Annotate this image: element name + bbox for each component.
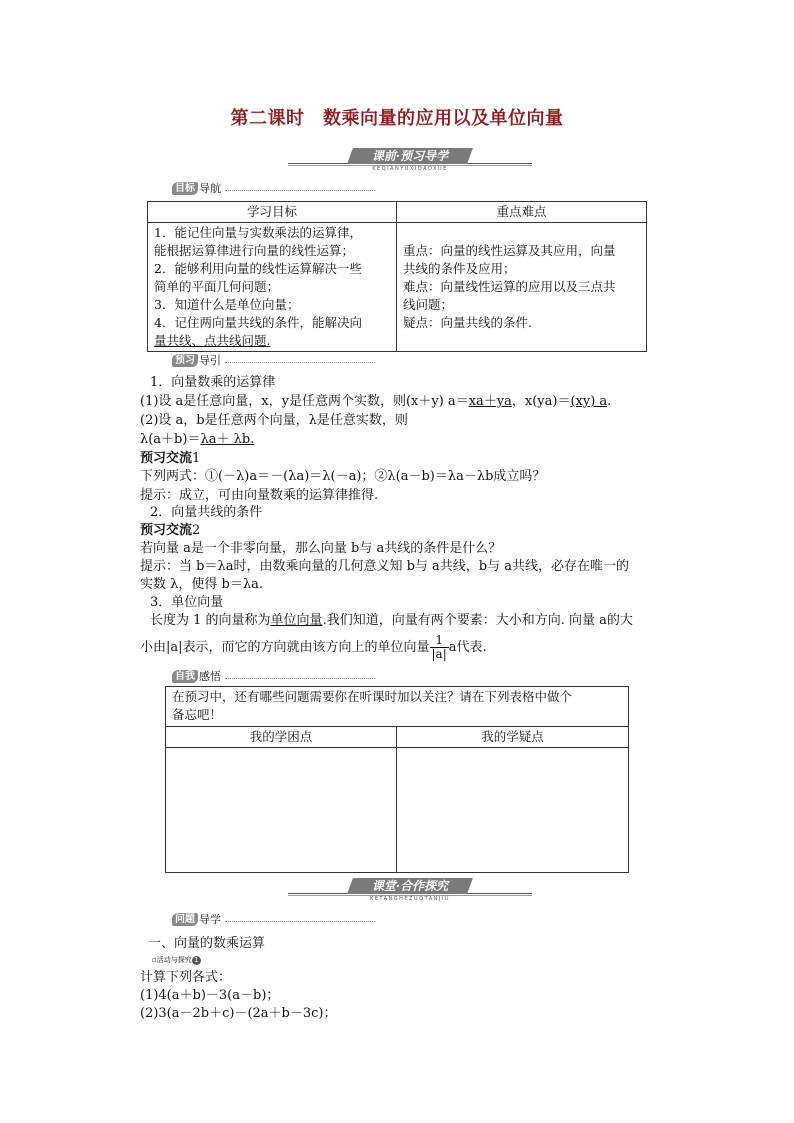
preview-exchange-2-question: 若向量 a是一个非零向量，那么向量 b与 a共线的条件是什么？ <box>140 541 502 556</box>
banner-label: 课堂·合作探究 <box>371 879 449 893</box>
banner-subtitle: KEQIANYUXIDAOXUE <box>372 166 448 172</box>
preview-exchange-1-question: 下列两式：①(－λ)a＝－(λa)＝λ(－a)；②λ(a－b)＝λa－λb成立吗？ <box>140 469 546 484</box>
unit-vector-def-1: 长度为 1 的向量称为单位向量.我们知道，向量有两个要素：大小和方向. 向量 a的大 <box>150 613 633 628</box>
goal-table <box>147 201 647 352</box>
goal-line: 3．知道什么是单位向量； <box>154 297 300 312</box>
goal-line: 1．能记住向量与实数乘法的运算律， <box>154 225 362 240</box>
unit-vector-def-2: 小由|a|表示，而它的方向就由该方向上的单位向量 $\frac{1}{|a|}$ a代表. <box>140 633 487 661</box>
preview-exchange-2-hint-1: 提示：当 b＝λa时，由数乘向量的几何意义知 b与 a共线，b与 a共线，必存在唯一的 <box>140 559 629 574</box>
section-label: 感悟 <box>199 670 221 683</box>
section-label: 导航 <box>199 182 221 195</box>
section-badge: 预习 <box>172 354 198 367</box>
goal-line: 简单的平面几何问题； <box>154 279 280 294</box>
goal-table-right-cell <box>397 223 647 352</box>
preview-law-2: (2)设 a，b是任意两个向量，λ是任意实数，则 <box>140 413 408 428</box>
section-badge: 问题 <box>172 913 198 926</box>
activity-label: ▫活动与探究 1 <box>152 955 201 965</box>
preview-exchange-2-hint-2: 实数 λ，使得 b＝λa. <box>140 577 263 592</box>
preview-exchange-2-title: 预习交流2 <box>140 523 201 538</box>
goal-table-left-cell <box>148 223 397 352</box>
section-question-guide <box>172 913 375 927</box>
difficulties-notes-area[interactable] <box>166 748 397 873</box>
class-exercise-2: (2)3(a－2b＋c)－(2a＋b－3c)； <box>140 1006 337 1021</box>
section-label: 导引 <box>199 354 221 367</box>
key-line: 重点：向量的线性运算及其应用，向量 <box>403 243 616 258</box>
goal-table-head-left: 学习目标 <box>148 202 397 223</box>
page-title: 第二课时 数乘向量的应用以及单位向量 <box>230 108 564 129</box>
section-badge: 自我 <box>172 670 198 683</box>
class-heading-1: 一、向量的数乘运算 <box>148 936 266 951</box>
preview-heading-1: 1．向量数乘的运算律 <box>150 375 276 390</box>
goal-line: 2．能够利用向量的线性运算解决一些 <box>154 261 362 276</box>
section-goal-nav <box>172 182 375 196</box>
self-table-col-difficulties: 我的学困点 <box>166 727 397 748</box>
preview-exchange-1-title: 预习交流1 <box>140 451 201 466</box>
unit-vector-fraction: $\frac{1}{|a|}$ <box>431 633 447 661</box>
preview-law-1: (1)设 a是任意向量，x，y是任意两个实数，则(x＋y) a＝xa＋ya，x(ya)＝(xy) a. <box>140 394 612 409</box>
banner-subtitle: KETANGHEZUOTANJIU <box>369 896 450 902</box>
section-preview-guide <box>172 354 375 368</box>
self-table-prompt: 在预习中，还有哪些问题需要你在听课时加以关注？请在下列表格中做个 备忘吧！ <box>166 687 629 727</box>
section-badge: 目标 <box>172 182 198 195</box>
preview-exchange-1-hint: 提示：成立，可由向量数乘的运算律推得. <box>140 488 379 503</box>
goal-line: 能根据运算律进行向量的线性运算； <box>154 243 355 258</box>
preview-heading-3: 3．单位向量 <box>150 595 224 610</box>
section-self-reflection <box>172 670 375 684</box>
key-line: 疑点：向量共线的条件. <box>403 315 532 330</box>
key-line: 共线的条件及应用； <box>403 261 516 276</box>
section-label: 导学 <box>199 913 221 926</box>
self-table-col-doubts: 我的学疑点 <box>397 727 629 748</box>
goal-line: 量共线、点共线问题. <box>154 333 271 348</box>
key-line: 难点：向量线性运算的应用以及三点共 <box>403 279 616 294</box>
class-question: 计算下列各式： <box>140 970 232 985</box>
preview-law-2-formula: λ(a＋b)＝λa＋ λb. <box>140 432 255 447</box>
section-banner-class <box>288 876 532 902</box>
class-exercise-1: (1)4(a＋b)－3(a－b)； <box>140 988 280 1003</box>
banner-label: 课前·预习导学 <box>371 149 449 163</box>
self-table <box>165 686 629 873</box>
preview-heading-2: 2．向量共线的条件 <box>150 505 263 520</box>
goal-line: 4．记住两向量共线的条件，能解决向 <box>154 315 362 330</box>
section-banner-preview <box>288 146 532 172</box>
doubts-notes-area[interactable] <box>397 748 629 873</box>
goal-table-head-right: 重点难点 <box>397 202 647 223</box>
key-line: 线问题； <box>403 297 454 312</box>
